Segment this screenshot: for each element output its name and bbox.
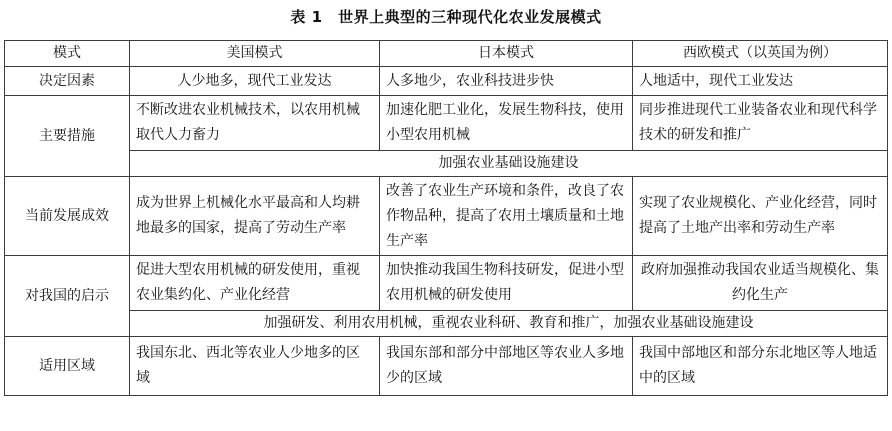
row-label-factors: 决定因素 — [5, 67, 130, 96]
table-row-measures — [5, 96, 888, 151]
cell-factors-japan: 人多地少，农业科技进步快 — [380, 67, 633, 96]
cell-regions-japan: 我国东部和部分中部地区等农业人多地少的区域 — [380, 337, 633, 396]
cell-factors-us: 人少地多，现代工业发达 — [130, 67, 380, 96]
table-row-regions — [5, 337, 888, 396]
header-us-model: 美国模式 — [130, 41, 380, 67]
cell-measures-japan: 加速化肥工业化，发展生物科技，使用小型农用机械 — [380, 96, 633, 151]
cell-results-japan: 改善了农业生产环境和条件，改良了农作物品种，提高了农用土壤质量和土地生产率 — [380, 177, 633, 256]
cell-measures-us: 不断改进农业机械技术，以农用机械取代人力畜力 — [130, 96, 380, 151]
row-label-lessons: 对我国的启示 — [5, 256, 130, 337]
cell-lessons-japan: 加快推动我国生物科技研发，促进小型农用机械的研发使用 — [380, 256, 633, 311]
agriculture-models-table — [4, 40, 888, 396]
cell-measures-common: 加强农业基础设施建设 — [130, 151, 888, 177]
header-europe-model: 西欧模式（以英国为例） — [633, 41, 888, 67]
table-row-results — [5, 177, 888, 256]
cell-lessons-common: 加强研发、利用农用机械，重视农业科研、教育和推广，加强农业基础设施建设 — [130, 311, 888, 337]
cell-results-europe: 实现了农业规模化、产业化经营，同时提高了土地产出率和劳动生产率 — [633, 177, 888, 256]
table-row-lessons-common — [5, 311, 888, 337]
row-label-results: 当前发展成效 — [5, 177, 130, 256]
cell-measures-europe: 同步推进现代工业装备农业和现代科学技术的研发和推广 — [633, 96, 888, 151]
cell-lessons-europe: 政府加强推动我国农业适当规模化、集约化生产 — [633, 256, 888, 311]
header-japan-model: 日本模式 — [380, 41, 633, 67]
cell-lessons-us: 促进大型农用机械的研发使用，重视农业集约化、产业化经营 — [130, 256, 380, 311]
table-row-lessons — [5, 256, 888, 311]
cell-results-us: 成为世界上机械化水平最高和人均耕地最多的国家，提高了劳动生产率 — [130, 177, 380, 256]
row-label-regions: 适用区域 — [5, 337, 130, 396]
header-row — [5, 41, 888, 67]
row-label-measures: 主要措施 — [5, 96, 130, 177]
table-caption: 表 1 世界上典型的三种现代化农业发展模式 — [290, 8, 602, 26]
table-row-measures-common — [5, 151, 888, 177]
header-mode: 模式 — [5, 41, 130, 67]
table-row-factors — [5, 67, 888, 96]
cell-regions-us: 我国东北、西北等农业人少地多的区域 — [130, 337, 380, 396]
cell-factors-europe: 人地适中，现代工业发达 — [633, 67, 888, 96]
cell-regions-europe: 我国中部地区和部分东北地区等人地适中的区域 — [633, 337, 888, 396]
